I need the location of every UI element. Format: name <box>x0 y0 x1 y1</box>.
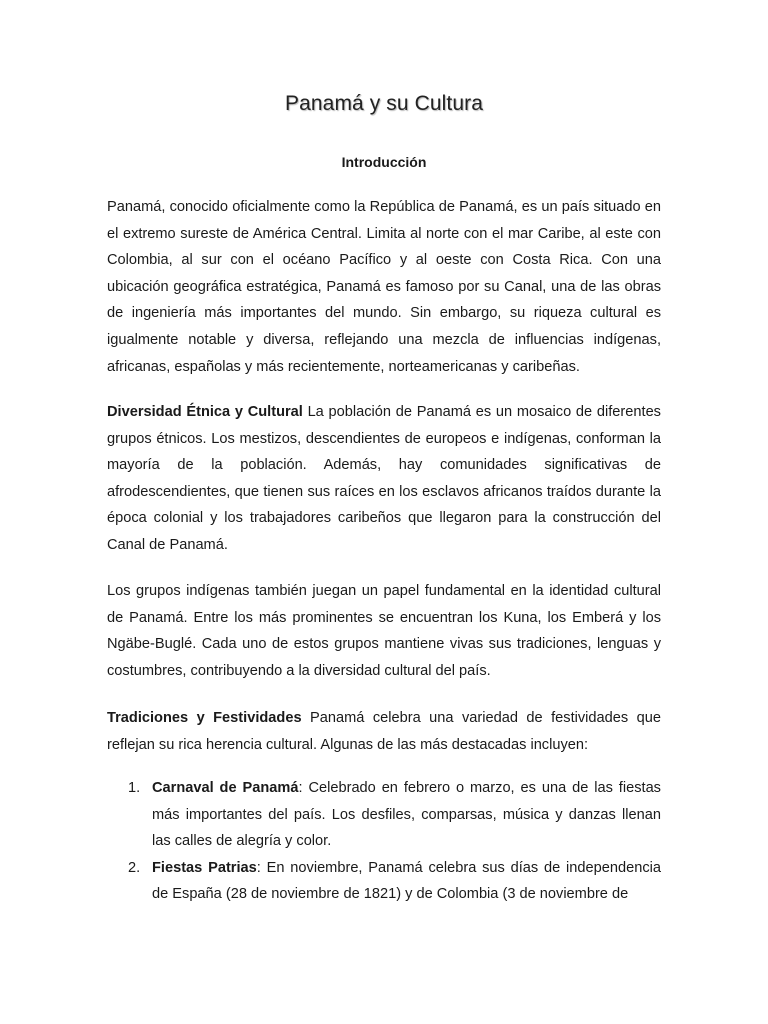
list-item <box>107 775 661 855</box>
traditions-heading: Tradiciones y Festividades <box>107 710 302 726</box>
list-item-term: Carnaval de Panamá <box>152 780 299 796</box>
diversity-paragraph <box>107 399 661 559</box>
list-item-number: 2. <box>128 859 141 876</box>
intro-paragraph: Panamá, conocido oficialmente como la República de Panamá, es un país situado en el extremo sureste de América Central. Limita al norte con el mar Caribe, al este con Colombia, al sur con el océano Pacífico y al oeste con Costa Rica. Con una ubicación geográfica estratégica, Panamá es famoso por su Canal, una de las obras de ingeniería más importantes del mundo. Sin embargo, su riqueza cultural es igualmente notable y diversa, reflejando una mezcla de influencias indígenas, africanas, españolas y más recientemente, norteamericanas y caribeñas. <box>107 199 661 375</box>
document-title: Panamá y su Cultura <box>285 92 483 115</box>
list-item <box>107 855 661 908</box>
list-item-term: Fiestas Patrias <box>152 859 257 876</box>
festivities-list <box>107 775 661 908</box>
section-heading-introduccion: Introducción <box>341 154 427 170</box>
diversity-heading: Diversidad Étnica y Cultural <box>107 404 303 420</box>
traditions-text: Panamá celebra una variedad de festividades que reflejan su rica herencia cultural. Algunas de las más destacadas incluyen: <box>107 710 661 753</box>
diversity-text: La población de Panamá es un mosaico de diferentes grupos étnicos. Los mestizos, descendientes de europeos e indígenas, conforman la mayoría de la población. Además, hay comunidades significativas de afrodescendientes, que tienen sus raíces en los esclavos africanos traídos durante la época colonial y los trabajadores caribeños que llegaron para la construcción del Canal de Panamá. <box>107 404 661 553</box>
list-item-number: 1. <box>128 780 141 796</box>
list-item-text: : Celebrado en febrero o marzo, es una de las fiestas más importantes del país. Los desfiles, comparsas, música y danzas llenan las calles de alegría y color. <box>152 780 661 850</box>
indigenous-paragraph: Los grupos indígenas también juegan un papel fundamental en la identidad cultural de Panamá. Entre los más prominentes se encuentran los Kuna, los Emberá y los Ngäbe-Buglé. Cada uno de estos grupos mantiene vivas sus tradiciones, lenguas y costumbres, contribuyendo a la diversidad cultural del país. <box>107 583 661 679</box>
list-item-text: : En noviembre, Panamá celebra sus días de independencia de España (28 de noviembre de 1821) y de Colombia (3 de noviembre de <box>152 859 661 903</box>
traditions-paragraph <box>107 705 661 758</box>
